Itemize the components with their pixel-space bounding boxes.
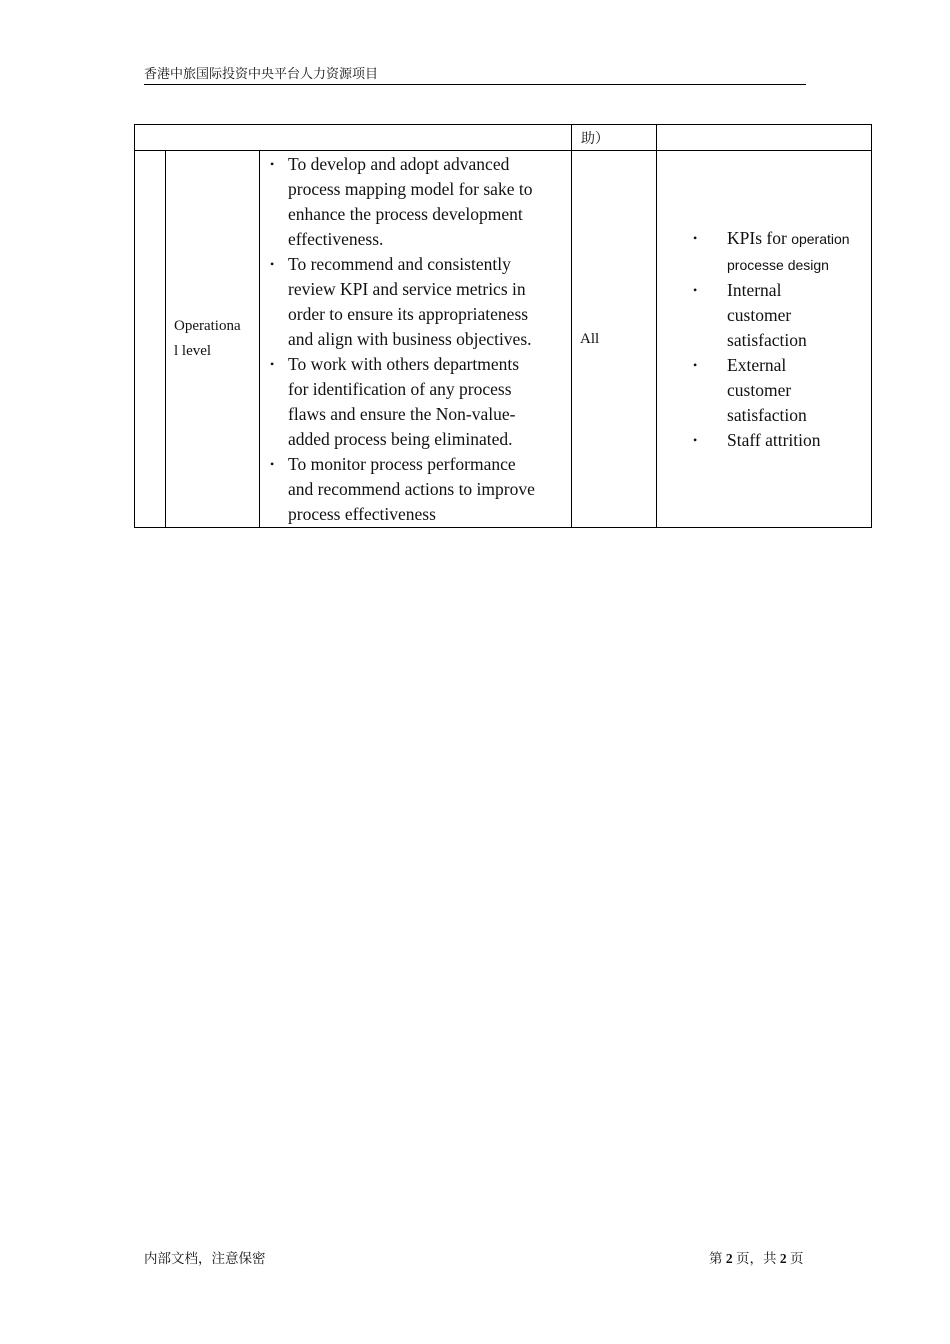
bullet-icon: • <box>693 282 698 297</box>
bullet-icon: • <box>270 357 275 371</box>
list-item: • External customer satisfaction <box>693 354 807 425</box>
bullet-icon: • <box>270 157 275 171</box>
list-item: • To recommend and consistently review KPI and service metrics in order to ensure its appropriateness and align with business objectives. <box>270 254 532 349</box>
list-item: • To monitor process performance and recommend actions to improve process effectiveness <box>270 454 535 524</box>
level-line-1: Operationa <box>174 318 241 334</box>
bullet-icon: • <box>693 432 698 447</box>
level-cell <box>166 151 260 528</box>
level-line-2: l level <box>174 343 212 359</box>
responsibilities-cell <box>260 151 572 528</box>
table-row-continuation <box>135 125 872 151</box>
bullet-icon: • <box>270 457 275 471</box>
list-item: • To work with others departments for identification of any process flaws and ensure the Non-value- added process being eliminated. <box>270 354 520 449</box>
list-item: • KPIs for operation processe design <box>693 227 850 273</box>
list-item: • Staff attrition <box>665 428 865 453</box>
header-title: 香港中旅国际投资中央平台人力资源项目 <box>144 66 379 81</box>
table-row <box>135 151 872 528</box>
list-item: • To develop and adopt advanced process mapping model for sake to enhance the process development effectiveness. <box>270 154 533 249</box>
kpi-cell-continuation <box>657 125 872 151</box>
kpi-list <box>665 226 865 453</box>
kpi-cell <box>657 151 872 528</box>
footer-page-number: 第 2 页，共 2 页 <box>709 1251 804 1266</box>
index-cell <box>135 151 166 528</box>
page-header <box>144 64 806 85</box>
bullet-icon: • <box>270 257 275 271</box>
responsibilities-list <box>266 152 567 527</box>
list-item: • Internal customer satisfaction <box>693 279 807 350</box>
merged-cell <box>135 125 572 151</box>
responsibility-table <box>134 124 872 528</box>
bullet-icon: • <box>693 230 698 245</box>
scope-cell-continuation: 助） <box>572 125 657 151</box>
footer-confidential: 内部文档，注意保密 <box>144 1251 266 1266</box>
bullet-icon: • <box>693 357 698 372</box>
scope-cell: All <box>572 151 657 528</box>
